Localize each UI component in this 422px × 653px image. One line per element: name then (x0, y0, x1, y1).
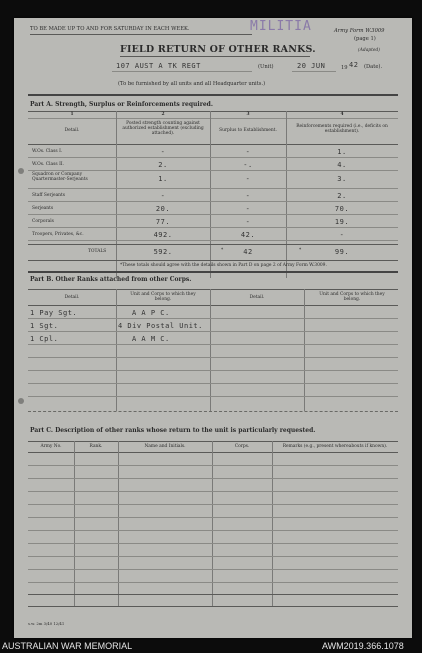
attached-unit: A A M C. (132, 335, 170, 343)
form-sheet (14, 18, 412, 638)
col-header-posted: Posted strength counting against authorized establishment (excluding attached). (122, 121, 204, 136)
attached-detail: 1 Sgt. (30, 322, 59, 330)
row-surplus: -. (243, 161, 253, 169)
row-reinforcements: 19. (334, 218, 350, 226)
attached-detail: 1 Cpl. (30, 335, 59, 343)
row-posted: 492. (153, 231, 173, 239)
col-header-detail: Detail. (64, 128, 80, 133)
unit-label: (Unit) (258, 64, 274, 70)
punch-hole (18, 398, 24, 404)
part-c-heading: Part C. Description of other ranks whose return to the unit is particularly requested. (30, 427, 316, 434)
row-surplus: - (245, 205, 251, 213)
row-reinforcements: 2. (337, 192, 347, 200)
part-c-col-name: Name and Initials. (144, 444, 186, 449)
date-label: (Date). (364, 64, 383, 70)
part-b-col-detail: Detail. (64, 295, 80, 300)
row-posted: 2. (158, 161, 168, 169)
militia-stamp: MILITIA (250, 19, 312, 34)
totals-surplus: 42 (243, 248, 253, 256)
part-c-col-rank: Rank. (89, 444, 103, 449)
totals-asterisk: * (299, 248, 302, 253)
col-number-1: 1 (70, 112, 74, 117)
col-number-4: 4 (340, 112, 344, 117)
row-surplus: - (245, 175, 251, 183)
row-posted: 20. (155, 205, 171, 213)
totals-reinforcements: 99. (334, 248, 350, 256)
row-reinforcements: 4. (337, 161, 347, 169)
archive-reference: AWM2019.366.1078 (322, 641, 404, 651)
row-posted: 77. (155, 218, 171, 226)
row-detail: Serjeants (32, 206, 54, 211)
attached-unit: 4 Div Postal Unit. (118, 322, 203, 330)
col-header-reinforcements: Reinforcements required (i.e., deficits on establishment). (296, 124, 388, 134)
col-number-2: 2 (161, 112, 165, 117)
date-year-prefix: 19 (341, 65, 348, 71)
row-reinforcements: 3. (337, 175, 347, 183)
row-posted: - (160, 192, 166, 200)
date-day-month: 20 JUN (297, 62, 326, 70)
row-surplus: - (245, 218, 251, 226)
row-detail: W.Os. Class I. (32, 149, 63, 154)
row-posted: - (160, 148, 166, 156)
row-detail: Corporals (32, 219, 54, 224)
furnish-note: (To be furnished by all units and all Headquarter units.) (118, 81, 266, 87)
row-detail: Staff Serjeants (32, 193, 66, 198)
row-detail: Squadron or Company Quartermaster-Serjeants (32, 172, 88, 182)
part-b-col-unit: Unit and Corps to which they belong. (130, 292, 196, 302)
row-surplus: 42. (240, 231, 256, 239)
col-number-3: 3 (246, 112, 250, 117)
part-b-col-unit-2: Unit and Corps to which they belong. (319, 292, 385, 302)
part-b-heading: Part B. Other Ranks attached from other Corps. (30, 276, 192, 283)
row-detail: W.Os. Class II. (32, 162, 64, 167)
archive-name: AUSTRALIAN WAR MEMORIAL (2, 641, 133, 651)
part-c-col-army-no: Army No. (40, 444, 62, 449)
row-reinforcements: 1. (337, 148, 347, 156)
totals-asterisk: * (221, 248, 224, 253)
col-header-surplus: Surplus to Establishment. (219, 128, 277, 133)
form-title: FIELD RETURN OF OTHER RANKS. (120, 44, 316, 55)
row-surplus: - (245, 148, 251, 156)
part-a-heading: Part A. Strength, Surplus or Reinforcements required. (30, 101, 213, 108)
totals-label: TOTALS (88, 249, 107, 254)
saturday-note: TO BE MADE UP TO AND FOR SATURDAY IN EACH WEEK. (30, 26, 190, 32)
row-reinforcements: 70. (334, 205, 350, 213)
printer-note: s.w. 2m 3/40 12/41 (28, 621, 65, 626)
part-c-col-remarks: Remarks (e.g., present whereabouts if known). (282, 444, 388, 449)
adapted-label: (Adapted) (358, 48, 381, 53)
army-form-label: Army Form W.3009 (334, 28, 385, 34)
punch-hole (18, 168, 24, 174)
unit-value: 107 AUST A TK REGT (116, 62, 201, 70)
part-c-col-corps: Corps. (234, 444, 250, 449)
totals-footnote: *These totals should agree with the details shown in Part D on page 2 of Army Form W.3009. (120, 263, 327, 268)
attached-detail: 1 Pay Sgt. (30, 309, 78, 317)
row-detail: Troopers, Privates, &c. (32, 232, 84, 237)
row-posted: 1. (158, 175, 168, 183)
totals-posted: 592. (153, 248, 173, 256)
page-label: (page 1) (354, 36, 376, 42)
row-reinforcements: - (339, 231, 345, 239)
archive-footer (0, 640, 422, 653)
row-surplus: - (245, 192, 251, 200)
attached-unit: A A P C. (132, 309, 170, 317)
part-b-col-detail-2: Detail. (249, 295, 265, 300)
date-year: 42 (349, 61, 359, 69)
